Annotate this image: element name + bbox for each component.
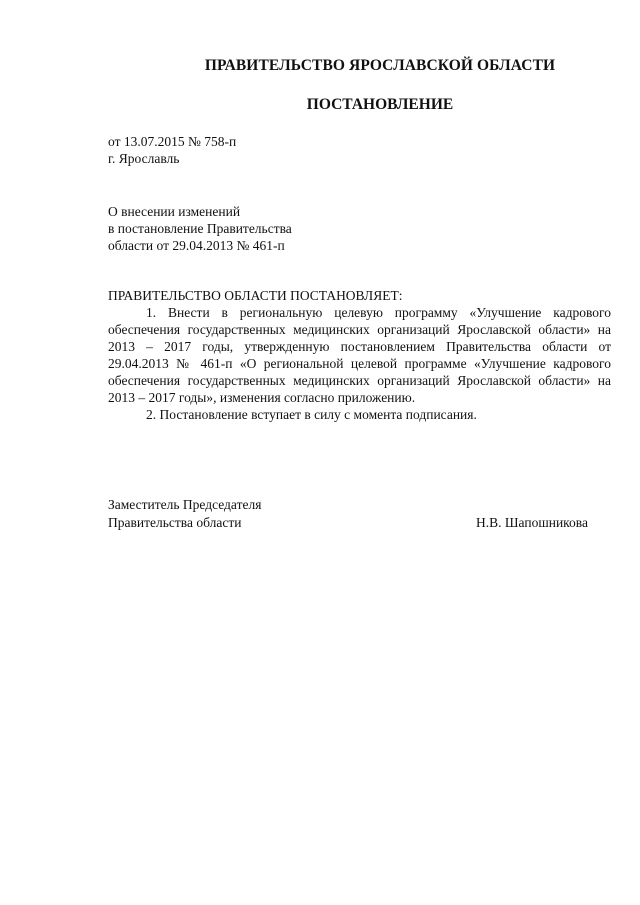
document-subject [108, 203, 292, 254]
date-and-number: от 13.07.2015 № 758-п [108, 134, 237, 149]
signatory-position-line-2: Правительства области [108, 515, 242, 530]
government-title: ПРАВИТЕЛЬСТВО ЯРОСЛАВСКОЙ ОБЛАСТИ [204, 57, 556, 74]
document-meta [108, 133, 236, 167]
paragraph-1: 1. Внести в региональную целевую программу «Улучшение кадрового обеспечения государственных медицинских организаций Ярославской области» на 2013 – 2017 годы, утвержденную постановлением Правительства области от 29.04.2013 № 461-п «О региональной целевой программе «Улучшение кадрового обеспечения государственных медицинских организаций Ярославской области» на 2013 – 2017 годы», изменения согласно приложению. [108, 305, 611, 405]
subject-line-3: области от 29.04.2013 № 461-п [108, 238, 285, 253]
signature-block [108, 496, 588, 532]
signatory-name: Н.В. Шапошникова [476, 515, 588, 530]
subject-line-2: в постановление Правительства [108, 221, 292, 236]
document-type-title: ПОСТАНОВЛЕНИЕ [306, 96, 454, 113]
subject-line-1: О внесении изменений [108, 204, 241, 219]
signature-row [108, 514, 588, 532]
preamble: ПРАВИТЕЛЬСТВО ОБЛАСТИ ПОСТАНОВЛЯЕТ: [108, 288, 403, 303]
paragraph-2: 2. Постановление вступает в силу с момента подписания. [146, 407, 477, 422]
signatory-position-line-1: Заместитель Председателя [108, 497, 262, 512]
city: г. Ярославль [108, 151, 180, 166]
document-body [108, 287, 611, 423]
